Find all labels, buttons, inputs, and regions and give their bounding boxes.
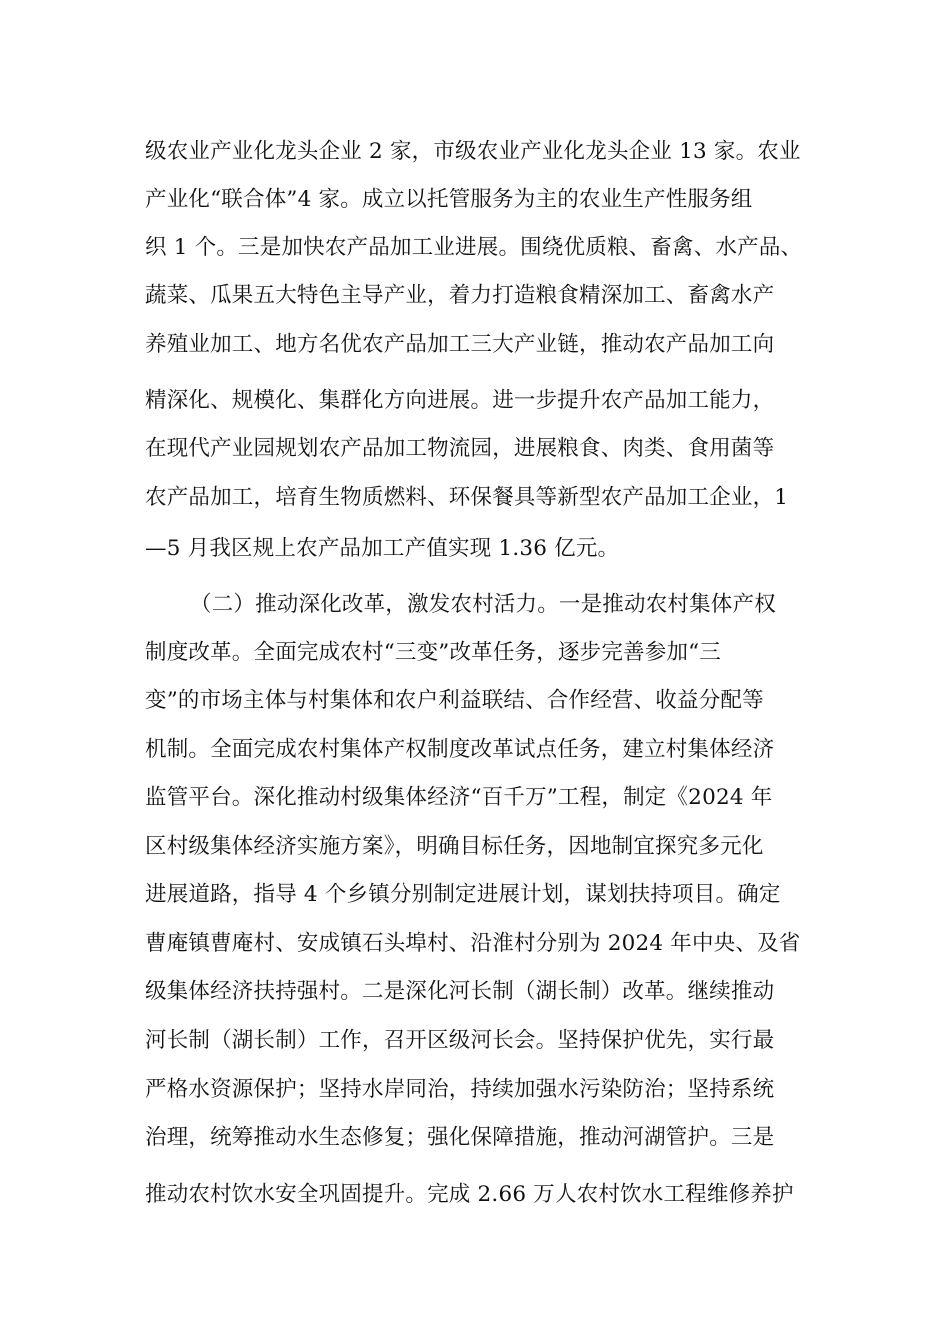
text-line: 在现代产业园规划农产品加工物流园，进展粮食、肉类、食用菌等 — [145, 436, 775, 461]
text-line: 制度改革。全面完成农村“三变”改革任务，逐步完善参加“三 — [145, 640, 722, 665]
text-line: 治理，统筹推动水生态修复；强化保障措施，推动河湖管护。三是 — [145, 1125, 775, 1150]
text-line: 严格水资源保护；坚持水岸同治，持续加强水污染防治；坚持系统 — [145, 1077, 775, 1102]
text-line: 变”的市场主体与村集体和农户利益联结、合作经营、收益分配等 — [145, 688, 764, 713]
text-line: 农产品加工，培育生物质燃料、环保餐具等新型农产品加工企业，1 — [145, 485, 789, 510]
text-line: 养殖业加工、地方名优农产品加工三大产业链，推动农产品加工向 — [145, 332, 775, 357]
text-line: 精深化、规模化、集群化方向进展。进一步提升农产品加工能力， — [145, 388, 775, 413]
text-line: 推动农村饮水安全巩固提升。完成 2.66 万人农村饮水工程维修养护 — [145, 1182, 794, 1207]
text-line: 监管平台。深化推动村级集体经济“百千万”工程，制定《2024 年 — [145, 785, 773, 810]
text-line: 机制。全面完成农村集体产权制度改革试点任务，建立村集体经济 — [145, 737, 775, 762]
text-line: 级集体经济扶持强村。二是深化河长制（湖长制）改革。继续推动 — [145, 979, 775, 1004]
text-line: 蔬菜、瓜果五大特色主导产业，着力打造粮食精深加工、畜禽水产 — [145, 283, 775, 308]
paragraph-first-line: （二）推动深化改革，激发农村活力。一是推动农村集体产权 — [190, 592, 776, 617]
text-line: 进展道路，指导 4 个乡镇分别制定进展计划，谋划扶持项目。确定 — [145, 882, 781, 907]
text-line: 织 1 个。三是加快农产品加工业进展。围绕优质粮、畜禽、水产品、 — [145, 235, 803, 260]
text-line: 产业化“联合体”4 家。成立以托管服务为主的农业生产性服务组 — [145, 187, 753, 212]
text-line: —5 月我区规上农产品加工产值实现 1.36 亿元。 — [145, 536, 620, 561]
text-line: 级农业产业化龙头企业 2 家，市级农业产业化龙头企业 13 家。农业 — [145, 139, 801, 164]
text-line: 区村级集体经济实施方案》，明确目标任务，因地制宜探究多元化 — [145, 834, 764, 859]
text-line: 曹庵镇曹庵村、安成镇石头埠村、沿淮村分别为 2024 年中央、及省 — [145, 931, 801, 956]
text-line: 河长制（湖长制）工作，召开区级河长会。坚持保护优先，实行最 — [145, 1028, 775, 1053]
